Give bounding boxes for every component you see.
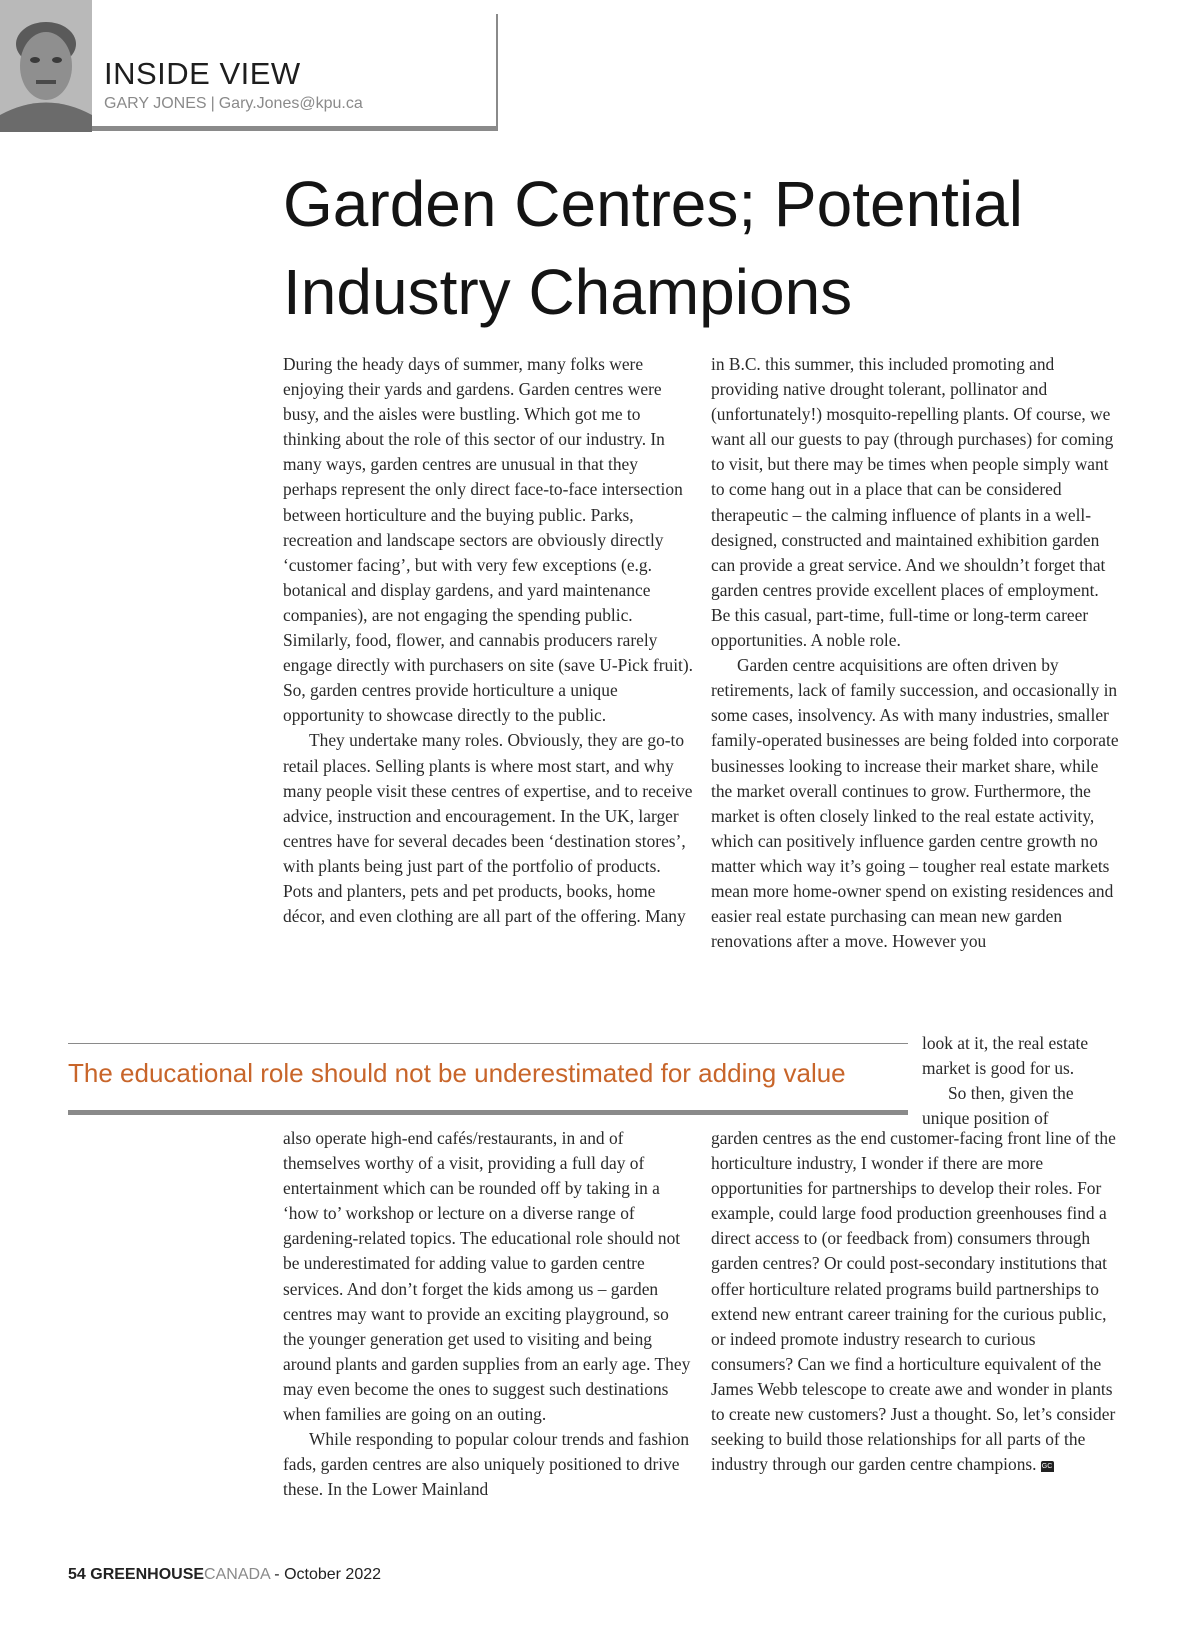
- magazine-name-bold: GREENHOUSE: [90, 1566, 205, 1583]
- column-2-bottom: [711, 1126, 1121, 1477]
- section-label: INSIDE VIEW: [104, 56, 301, 91]
- title-line-2: Industry Champions: [283, 256, 853, 328]
- author-email: Gary.Jones@kpu.ca: [218, 95, 363, 112]
- paragraph: also operate high-end cafés/restaurants, in and of themselves worthy of a visit, providing a full day of entertainment which can be rounded off by taking in a ‘how to’ workshop or lecture on a diverse range of gardening-related topics. The educational role should not be underestimated for adding value to garden centre services. And don’t forget the kids among us – garden centres may want to provide an exciting playground, so the younger generation get used to visiting and being around plants and garden supplies from an early age. They may even become the ones to suggest such destinations when families are going on an outing.: [283, 1128, 691, 1425]
- article-title: [283, 160, 1143, 336]
- gc-end-mark-icon: GC: [1041, 1462, 1053, 1470]
- page-number: 54: [68, 1566, 86, 1583]
- paragraph: So then, given the unique position of: [922, 1083, 1074, 1129]
- paragraph: Garden centre acquisitions are often driven by retirements, lack of family succession, and occasionally in some cases, insolvency. As with many industries, smaller family-operated businesses are being folded into corporate businesses looking to increase their market share, while the market overall continues to grow. Furthermore, the market is often closely linked to the real estate activity, which can positively influence garden centre growth no matter which way it’s going – tougher real estate markets mean more home-owner spend on existing residences and easier real estate purchasing can mean new garden renovations after a move. However you: [711, 655, 1119, 952]
- title-line-1: Garden Centres; Potential: [283, 168, 1023, 240]
- paragraph: They undertake many roles. Obviously, they are go-to retail places. Selling plants is where most start, and why many people visit these centres of expertise, and to receive advice, instruction and encouragement. In the UK, larger centres have for several decades been ‘destination stores’, with plants being just part of the portfolio of products. Pots and planters, pets and pet products, books, home décor, and even clothing are all part of the offering. Many: [283, 730, 693, 927]
- column-1-top: [283, 352, 693, 929]
- author-photo: [0, 0, 92, 132]
- pull-quote-top-rule: [68, 1043, 908, 1044]
- paragraph: look at it, the real estate market is good for us.: [922, 1033, 1089, 1079]
- author-name: GARY JONES: [104, 95, 207, 112]
- header-divider-horizontal: [92, 126, 498, 131]
- paragraph: [711, 1126, 1121, 1477]
- paragraph: in B.C. this summer, this included promoting and providing native drought tolerant, pollinator and (unfortunately!) mosquito-repelling plants. Of course, we want all our guests to pay (through purchases) for coming to visit, but there may be times when people simply want to come hang out in a place that can be considered therapeutic – the calming influence of plants in a well-designed, constructed and maintained exhibition garden can provide a great service. And we shouldn’t forget that garden centres provide excellent places of employment. Be this casual, part-time, full-time or long-term career opportunities. A noble role.: [711, 354, 1114, 651]
- column-1-bottom: [283, 1126, 693, 1502]
- byline-separator: |: [210, 95, 215, 112]
- column-2-top: [711, 352, 1121, 954]
- byline: [104, 96, 363, 112]
- issue-date: - October 2022: [274, 1566, 382, 1583]
- pull-quote-bottom-rule: [68, 1110, 908, 1115]
- paragraph: During the heady days of summer, many folks were enjoying their yards and gardens. Garden centres were busy, and the aisles were bustling. Which got me to thinking about the role of this sector of our industry. In many ways, garden centres are unusual in that they perhaps represent the only direct face-to-face intersection between horticulture and the buying public. Parks, recreation and landscape sectors are obviously directly ‘customer facing’, but with very few exceptions (e.g. botanical and display gardens, and yard maintenance companies), are not engaging the spending public. Similarly, food, flower, and cannabis producers rarely engage directly with purchasers on site (save U-Pick fruit). So, garden centres provide horticulture a unique opportunity to showcase directly to the public.: [283, 354, 693, 726]
- paragraph: While responding to popular colour trends and fashion fads, garden centres are also uniquely positioned to drive these. In the Lower Mainland: [283, 1429, 690, 1500]
- magazine-name-light: CANADA: [204, 1566, 270, 1583]
- column-2-wrap: [922, 1031, 1122, 1131]
- header-divider-vertical: [496, 14, 498, 130]
- paragraph-text: garden centres as the end customer-facing front line of the horticulture industry, I wonder if there are more opportunities for partnerships to develop their roles. For example, could large food production greenhouses find a direct access to (or feedback from) consumers through garden centres? Or could post-secondary institutions that offer horticulture related programs build partnerships to extend new entrant career training for the curious public, or indeed promote industry research to curious consumers? Can we find a horticulture equivalent of the James Webb telescope to create awe and wonder in plants to create new customers? Just a thought. So, let’s consider seeking to build those relationships for all parts of the industry through our garden centre champions.: [711, 1128, 1116, 1475]
- page-footer: [68, 1567, 381, 1583]
- pull-quote: The educational role should not be underestimated for adding value: [68, 1058, 846, 1088]
